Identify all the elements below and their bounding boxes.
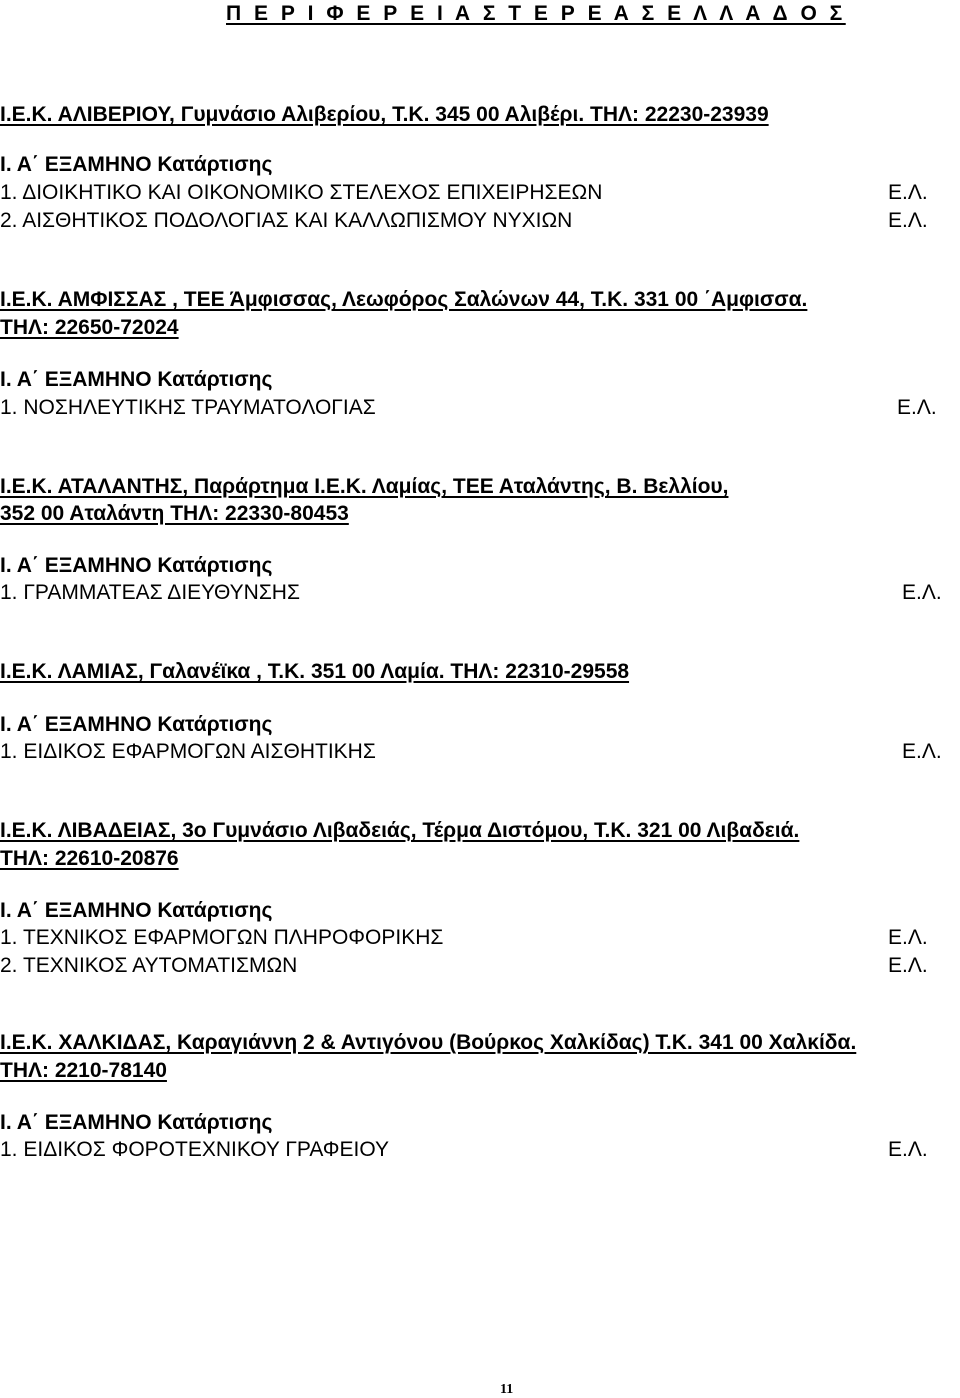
semester-heading: Ι. Α΄ ΕΞΑΜΗΝΟ Κατάρτισης: [0, 1111, 273, 1134]
iek-header-chalkida-phone: ΤΗΛ: 2210-78140: [0, 1059, 167, 1082]
iek-header-lamia: Ι.Ε.Κ. ΛΑΜΙΑΣ, Γαλανέϊκα , Τ.Κ. 351 00 Λαμία. ΤΗΛ: 22310-29558: [0, 660, 630, 683]
course-code: Ε.Λ.: [888, 1138, 928, 1161]
semester-heading: Ι. Α΄ ΕΞΑΜΗΝΟ Κατάρτισης: [0, 153, 273, 176]
course-name: 1. ΕΙΔΙΚΟΣ ΦΟΡΟΤΕΧΝΙΚΟΥ ΓΡΑΦΕΙΟΥ: [0, 1138, 389, 1161]
course-name: 1. ΓΡΑΜΜΑΤΕΑΣ ΔΙΕΥΘΥΝΣΗΣ: [0, 581, 300, 604]
page-number: 11: [500, 1382, 514, 1397]
iek-header-atalanti: Ι.Ε.Κ. ΑΤΑΛΑΝΤΗΣ, Παράρτημα Ι.Ε.Κ. Λαμίας, ΤΕΕ Αταλάντης, Β. Βελλίου,: [0, 475, 729, 498]
page-title: Π Ε Ρ Ι Φ Ε Ρ Ε Ι Α Σ Τ Ε Ρ Ε Α Σ Ε Λ Λ Α Δ Ο Σ: [226, 2, 846, 25]
iek-header-chalkida: Ι.Ε.Κ. ΧΑΛΚΙΔΑΣ, Καραγιάννη 2 & Αντιγόνου (Βούρκος Χαλκίδας) Τ.Κ. 341 00 Χαλκίδα.: [0, 1031, 857, 1054]
course-name: 2. ΤΕΧΝΙΚΟΣ ΑΥΤΟΜΑΤΙΣΜΩΝ: [0, 954, 298, 977]
course-name: 1. ΝΟΣΗΛΕΥΤΙΚΗΣ ΤΡΑΥΜΑΤΟΛΟΓΙΑΣ: [0, 396, 376, 419]
course-name: 2. ΑΙΣΘΗΤΙΚΟΣ ΠΟΔΟΛΟΓΙΑΣ ΚΑΙ ΚΑΛΛΩΠΙΣΜΟΥ ΝΥΧΙΩΝ: [0, 209, 573, 232]
iek-header-amfissa-phone: ΤΗΛ: 22650-72024: [0, 316, 179, 339]
course-code: Ε.Λ.: [888, 181, 928, 204]
iek-header-livadeia-phone: ΤΗΛ: 22610-20876: [0, 847, 179, 870]
course-code: Ε.Λ.: [888, 926, 928, 949]
iek-header-amfissa: Ι.Ε.Κ. ΑΜΦΙΣΣΑΣ , ΤΕΕ Άμφισσας, Λεωφόρος Σαλώνων 44, Τ.Κ. 331 00 ΄Αμφισσα.: [0, 288, 808, 311]
course-name: 1. ΤΕΧΝΙΚΟΣ ΕΦΑΡΜΟΓΩΝ ΠΛΗΡΟΦΟΡΙΚΗΣ: [0, 926, 444, 949]
semester-heading: Ι. Α΄ ΕΞΑΜΗΝΟ Κατάρτισης: [0, 554, 273, 577]
course-code: Ε.Λ.: [902, 740, 942, 763]
iek-header-aliveri: Ι.Ε.Κ. ΑΛΙΒΕΡΙΟΥ, Γυμνάσιο Αλιβερίου, Τ.Κ. 345 00 Αλιβέρι. ΤΗΛ: 22230-23939: [0, 103, 769, 126]
course-name: 1. ΕΙΔΙΚΟΣ ΕΦΑΡΜΟΓΩΝ ΑΙΣΘΗΤΙΚΗΣ: [0, 740, 376, 763]
semester-heading: Ι. Α΄ ΕΞΑΜΗΝΟ Κατάρτισης: [0, 713, 273, 736]
course-name: 1. ΔΙΟΙΚΗΤΙΚΟ ΚΑΙ ΟΙΚΟΝΟΜΙΚΟ ΣΤΕΛΕΧΟΣ ΕΠΙΧΕΙΡΗΣΕΩΝ: [0, 181, 603, 204]
semester-heading: Ι. Α΄ ΕΞΑΜΗΝΟ Κατάρτισης: [0, 368, 273, 391]
iek-header-atalanti-address: 352 00 Αταλάντη ΤΗΛ: 22330-80453: [0, 502, 349, 525]
iek-header-livadeia: Ι.Ε.Κ. ΛΙΒΑΔΕΙΑΣ, 3ο Γυμνάσιο Λιβαδειάς, Τέρμα Διστόμου, Τ.Κ. 321 00 Λιβαδειά.: [0, 819, 800, 842]
course-code: Ε.Λ.: [888, 954, 928, 977]
course-code: Ε.Λ.: [888, 209, 928, 232]
course-code: Ε.Λ.: [902, 581, 942, 604]
semester-heading: Ι. Α΄ ΕΞΑΜΗΝΟ Κατάρτισης: [0, 899, 273, 922]
course-code: Ε.Λ.: [897, 396, 937, 419]
